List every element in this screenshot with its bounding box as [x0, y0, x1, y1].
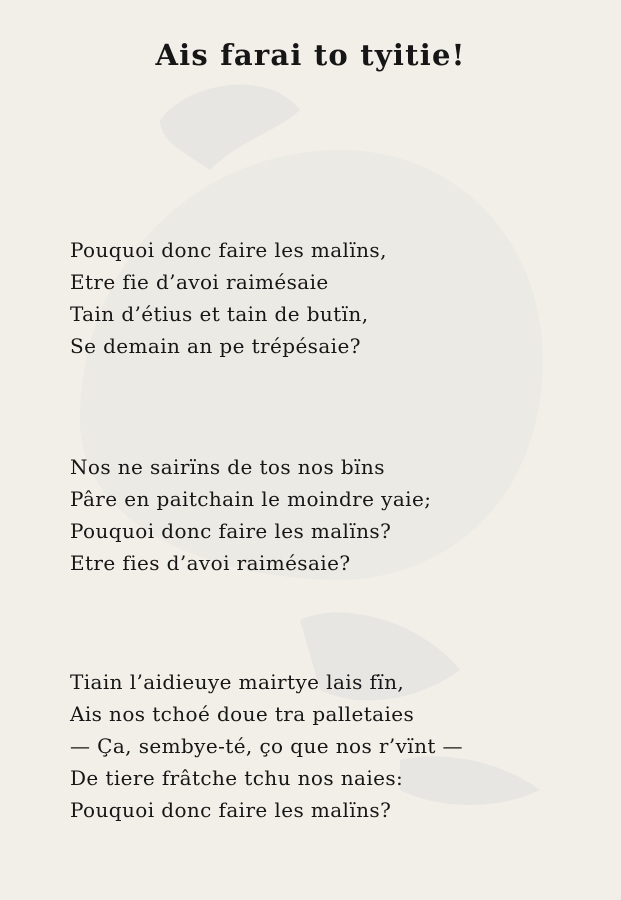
verse-line: De tiere frâtche tchu nos naies: — [70, 766, 404, 790]
stanza-2 — [70, 451, 590, 579]
verse-line: Nos ne sairïns de tos nos bïns — [70, 455, 385, 479]
verse-line: Se demain an pe trépésaie? — [70, 334, 361, 358]
verse-line: Pouquoi donc faire les malïns? — [70, 519, 392, 543]
verse-line: Tiain l’aidieuye mairtye lais fïn, — [70, 670, 405, 694]
poem-title: Ais farai to tyitie! — [155, 38, 466, 72]
verse-line: Etre fies d’avoi raimésaie? — [70, 551, 351, 575]
verse-line: Tain d’étius et tain de butïn, — [70, 302, 369, 326]
verse-line: — Ça, sembye-té, ço que nos r’vïnt — — [70, 734, 463, 758]
verse-line: Etre fie d’avoi raimésaie — [70, 270, 329, 294]
verse-line: Pouquoi donc faire les malïns? — [70, 798, 392, 822]
verse-line: Pâre en paitchain le moindre yaie; — [70, 487, 432, 511]
verse-line: Ais nos tchoé doue tra palletaies — [70, 702, 415, 726]
stanza-3 — [70, 666, 590, 826]
verse-line: Pouquoi donc faire les malïns, — [70, 238, 387, 262]
stanza-1 — [70, 234, 590, 362]
